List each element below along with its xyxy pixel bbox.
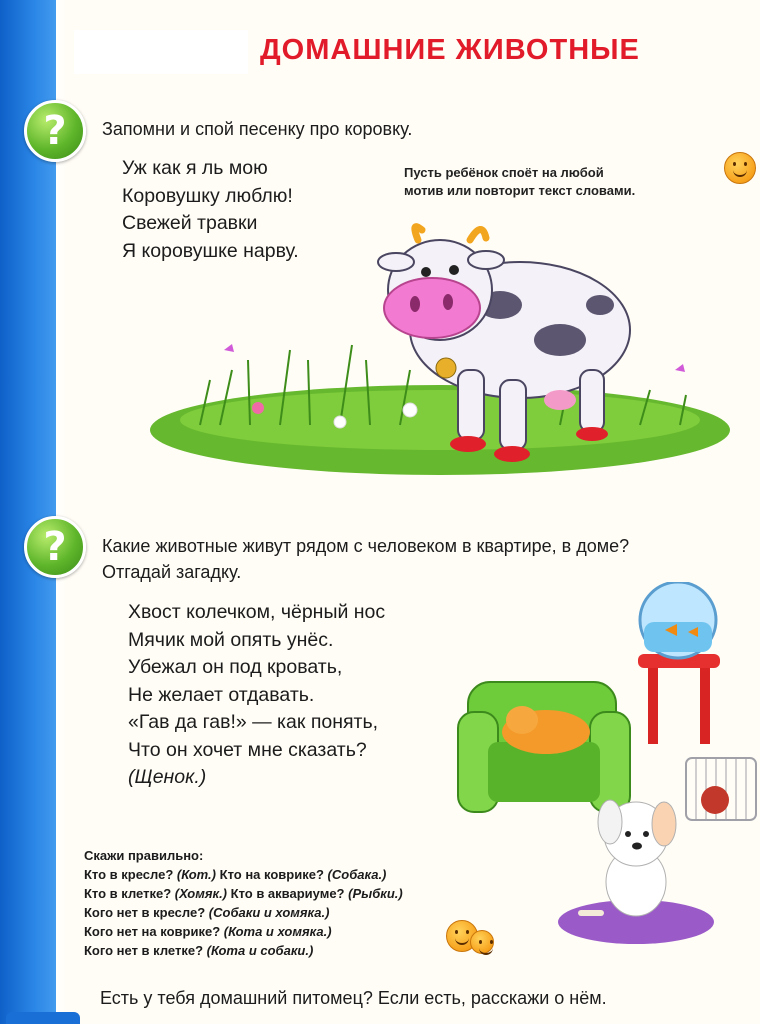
prompt-line: Какие животные живут рядом с человеком в квартире, в доме? — [102, 536, 630, 556]
answer-text: (Собака.) — [327, 867, 387, 882]
parent-note — [404, 164, 635, 200]
poem-line: Свежей травки — [122, 212, 258, 234]
question-text: Кого нет на коврике? — [84, 924, 221, 939]
riddle-line: «Гав да гав!» — как понять, — [128, 711, 379, 733]
say-line — [84, 865, 403, 884]
question-mark-icon: ? — [24, 100, 86, 162]
page-number-tab — [6, 1012, 80, 1024]
say-line — [84, 941, 403, 960]
riddle-line: Убежал он под кровать, — [128, 656, 343, 678]
answer-text: (Кота и собаки.) — [206, 943, 314, 958]
riddle-answer: (Щенок.) — [128, 766, 207, 788]
question-text: Кого нет в кресле? — [84, 905, 206, 920]
smiley-icon — [470, 930, 494, 954]
poem-line: Уж как я ль мою — [122, 157, 268, 179]
answer-text: (Кота и хомяка.) — [223, 924, 332, 939]
say-correctly-block — [84, 846, 403, 960]
note-line: мотив или повторит текст словами. — [404, 183, 636, 198]
pets-illustration — [450, 582, 760, 952]
title-blank-area — [74, 30, 248, 74]
cow-illustration — [140, 210, 760, 500]
question-text: Кто в кресле? — [84, 867, 174, 882]
section1-prompt: Запомни и спой песенку про коровку. — [102, 119, 413, 139]
question-text: Кого нет в клетке? — [84, 943, 204, 958]
answer-text: (Собаки и хомяка.) — [208, 905, 330, 920]
page-title: ДОМАШНИЕ ЖИВОТНЫЕ — [260, 34, 640, 66]
say-line — [84, 903, 403, 922]
poem-line: Коровушку люблю! — [122, 184, 293, 207]
answer-text: (Рыбки.) — [348, 886, 403, 901]
riddle-line: Не желает отдавать. — [128, 683, 315, 706]
section2-prompt — [102, 533, 629, 585]
riddle-line: Что он хочет мне сказать? — [128, 738, 367, 761]
riddle-poem — [128, 599, 385, 792]
poem-line: Я коровушке нарву. — [122, 239, 299, 262]
smiley-icon — [724, 152, 756, 184]
answer-text: (Хомяк.) — [174, 886, 228, 901]
bottom-prompt: Есть у тебя домашний питомец? Если есть, расскажи о нём. — [100, 988, 607, 1008]
say-line — [84, 884, 403, 903]
say-line — [84, 922, 403, 941]
question-text: Кто в аквариуме? — [230, 886, 345, 901]
note-line: Пусть ребёнок споёт на любой — [404, 165, 604, 180]
answer-text: (Кот.) — [176, 867, 217, 882]
question-text: Кто на коврике? — [219, 867, 324, 882]
riddle-line: Хвост колечком, чёрный нос — [128, 601, 386, 623]
question-text: Кто в клетке? — [84, 886, 172, 901]
riddle-line: Мячик мой опять унёс. — [128, 628, 334, 651]
question-mark-icon: ? — [24, 516, 86, 578]
say-correctly-heading: Скажи правильно: — [84, 848, 204, 863]
prompt-line: Отгадай загадку. — [102, 562, 242, 582]
